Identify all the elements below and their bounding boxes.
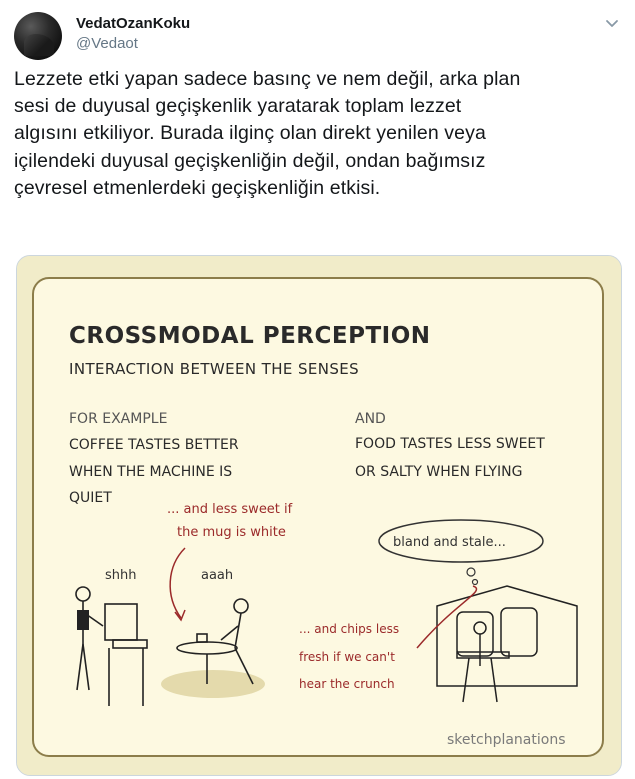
right-line-1: FOOD TASTES LESS SWEET — [355, 436, 545, 452]
author-names — [76, 14, 190, 54]
right-line-2: OR SALTY WHEN FLYING — [355, 464, 523, 480]
shhh-label: shhh — [105, 568, 137, 583]
bubble-text: bland and stale... — [393, 535, 506, 550]
chips-note-line-2: fresh if we can't — [299, 650, 395, 664]
mug-note-line-2: the mug is white — [177, 525, 286, 540]
left-line-1: COFFEE TASTES BETTER — [69, 437, 239, 453]
user-handle[interactable]: @Vedaot — [76, 35, 138, 52]
tweet-media-image[interactable] — [16, 255, 622, 776]
avatar[interactable] — [14, 12, 62, 60]
chips-note-line-3: hear the crunch — [299, 677, 395, 691]
left-line-3: QUIET — [69, 490, 112, 506]
tweet-header — [14, 8, 621, 58]
for-example-label: FOR EXAMPLE — [69, 411, 168, 427]
tweet-text-line: sesi de duyusal geçişkenlik yaratarak toplam lezzet — [14, 95, 462, 118]
mug-note-line-1: ... and less sweet if — [167, 502, 293, 517]
sketch-subtitle: INTERACTION BETWEEN THE SENSES — [69, 360, 360, 378]
and-label: AND — [355, 411, 386, 427]
sketch-title: CROSSMODAL PERCEPTION — [69, 323, 431, 349]
tweet-text-line: algısını etkiliyor. Burada ilginç olan direkt yenilen veya — [14, 122, 486, 145]
chips-note-line-1: ... and chips less — [299, 622, 400, 636]
chevron-down-icon[interactable] — [603, 14, 621, 32]
left-line-2: WHEN THE MACHINE IS — [69, 464, 233, 480]
aaah-label: aaah — [201, 568, 234, 583]
tweet-text-line: içilendeki duyusal geçişkenliğin değil, ondan bağımsız — [14, 149, 486, 172]
display-name[interactable]: VedatOzanKoku — [76, 15, 191, 32]
tweet-text-line: çevresel etmenlerdeki geçişkenliğin etkisi. — [14, 176, 381, 199]
signature: sketchplanations — [447, 732, 566, 748]
tweet-text — [14, 66, 614, 202]
crossmodal-sketch — [17, 256, 621, 775]
tweet-text-line: Lezzete etki yapan sadece basınç ve nem değil, arka plan — [14, 68, 521, 90]
